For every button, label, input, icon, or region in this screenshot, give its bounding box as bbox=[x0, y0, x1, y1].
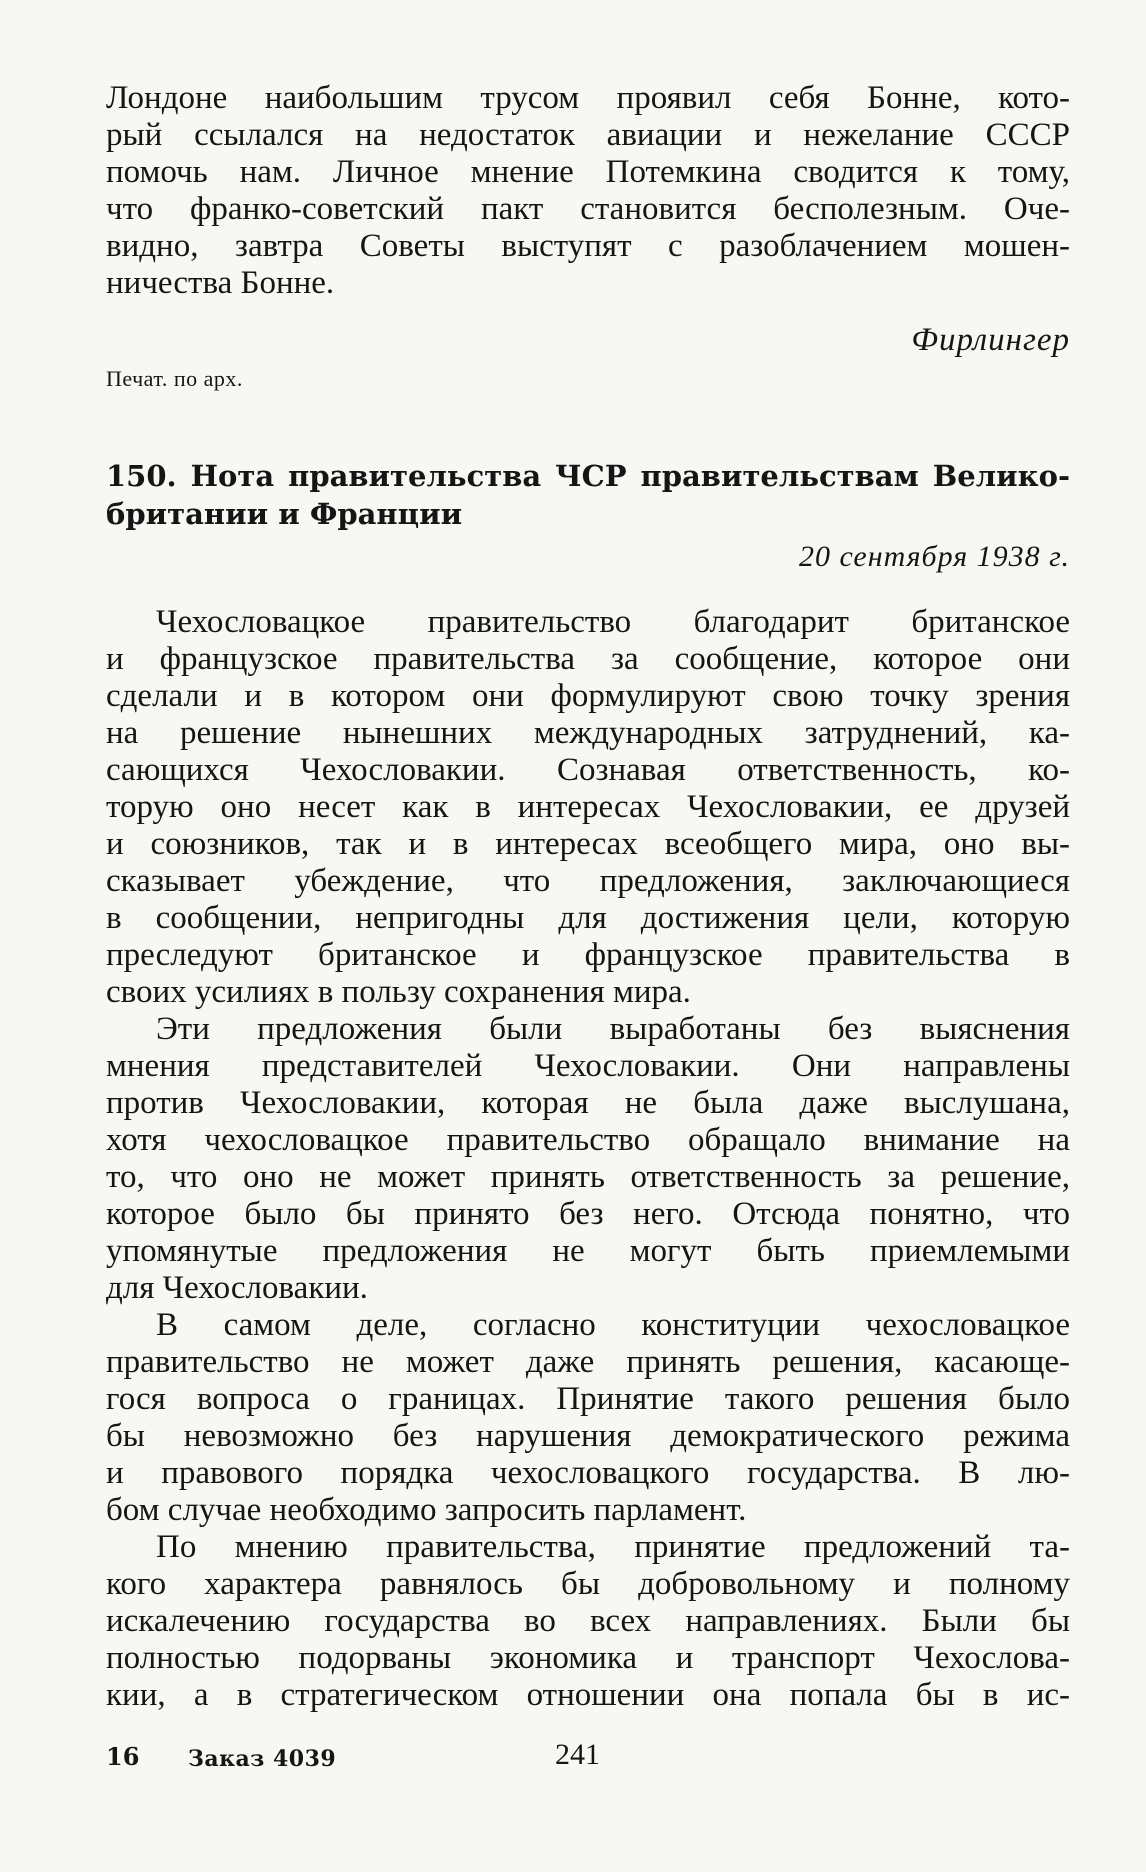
text-line: торую оно несет как в интересах Чехословакии, ее друзей bbox=[106, 789, 1070, 825]
document-heading-continued: британии и Франции bbox=[106, 497, 463, 531]
text-line: По мнению правительства, принятие предложений та- bbox=[156, 1529, 1070, 1565]
text-line: и французское правительства за сообщение, которое они bbox=[106, 641, 1070, 677]
signature-number: 16 bbox=[106, 1742, 140, 1771]
text-line: которое было бы принято без него. Отсюда понятно, что bbox=[106, 1196, 1070, 1232]
text-line: бы невозможно без нарушения демократического режима bbox=[106, 1418, 1070, 1454]
order-number: Заказ 4039 bbox=[188, 1746, 337, 1772]
text-line: рый ссылался на недостаток авиации и нежелание СССР bbox=[106, 117, 1070, 153]
text-line: бом случае необходимо запросить парламент. bbox=[106, 1492, 747, 1528]
text-line: для Чехословакии. bbox=[106, 1270, 368, 1306]
text-line: против Чехословакии, которая не была даже выслушана, bbox=[106, 1085, 1070, 1121]
text-line: сказывает убеждение, что предложения, заключающиеся bbox=[106, 863, 1070, 899]
text-line: на решение нынешних международных затруднений, ка- bbox=[106, 715, 1070, 751]
text-line: сающихся Чехословакии. Сознавая ответственность, ко- bbox=[106, 752, 1070, 788]
text-line: полностью подорваны экономика и транспорт Чехослова- bbox=[106, 1640, 1070, 1676]
text-line: помочь нам. Личное мнение Потемкина сводится к тому, bbox=[106, 154, 1070, 190]
text-line: гося вопроса о границах. Принятие такого решения было bbox=[106, 1381, 1070, 1417]
source-note: Печат. по арх. bbox=[106, 366, 243, 391]
text-line: хотя чехословацкое правительство обращало внимание на bbox=[106, 1122, 1070, 1158]
text-line: Эти предложения были выработаны без выяснения bbox=[156, 1011, 1070, 1047]
text-line: правительство не может даже принять решения, касающе- bbox=[106, 1344, 1070, 1380]
text-line: и союзников, так и в интересах всеобщего мира, оно вы- bbox=[106, 826, 1070, 862]
text-line: кии, а в стратегическом отношении она попала бы в ис- bbox=[106, 1677, 1070, 1713]
document-heading: 150. Нота правительства ЧСР правительствам Велико- bbox=[106, 459, 1070, 493]
text-line: и правового порядка чехословацкого государства. В лю- bbox=[106, 1455, 1070, 1491]
text-line: В самом деле, согласно конституции чехословацкое bbox=[156, 1307, 1070, 1343]
signature: Фирлингер bbox=[911, 322, 1070, 358]
text-line: видно, завтра Советы выступят с разоблачением мошен- bbox=[106, 228, 1070, 264]
text-line: ничества Бонне. bbox=[106, 265, 335, 301]
text-line: Чехословацкое правительство благодарит британское bbox=[156, 604, 1070, 640]
text-line: сделали и в котором они формулируют свою точку зрения bbox=[106, 678, 1070, 714]
text-line: что франко-советский пакт становится бесполезным. Оче- bbox=[106, 191, 1070, 227]
text-line: преследуют британское и французское правительства в bbox=[106, 937, 1070, 973]
text-line: кого характера равнялось бы добровольному и полному bbox=[106, 1566, 1070, 1602]
text-line: Лондоне наибольшим трусом проявил себя Бонне, кото- bbox=[106, 80, 1070, 116]
text-line: упомянутые предложения не могут быть приемлемыми bbox=[106, 1233, 1070, 1269]
text-line: искалечению государства во всех направлениях. Были бы bbox=[106, 1603, 1070, 1639]
text-line: своих усилиях в пользу сохранения мира. bbox=[106, 974, 691, 1010]
document-date: 20 сентября 1938 г. bbox=[798, 540, 1070, 573]
text-line: то, что оно не может принять ответственность за решение, bbox=[106, 1159, 1070, 1195]
page-number: 241 bbox=[555, 1738, 600, 1771]
text-line: мнения представителей Чехословакии. Они направлены bbox=[106, 1048, 1070, 1084]
text-line: в сообщении, непригодны для достижения цели, которую bbox=[106, 900, 1070, 936]
